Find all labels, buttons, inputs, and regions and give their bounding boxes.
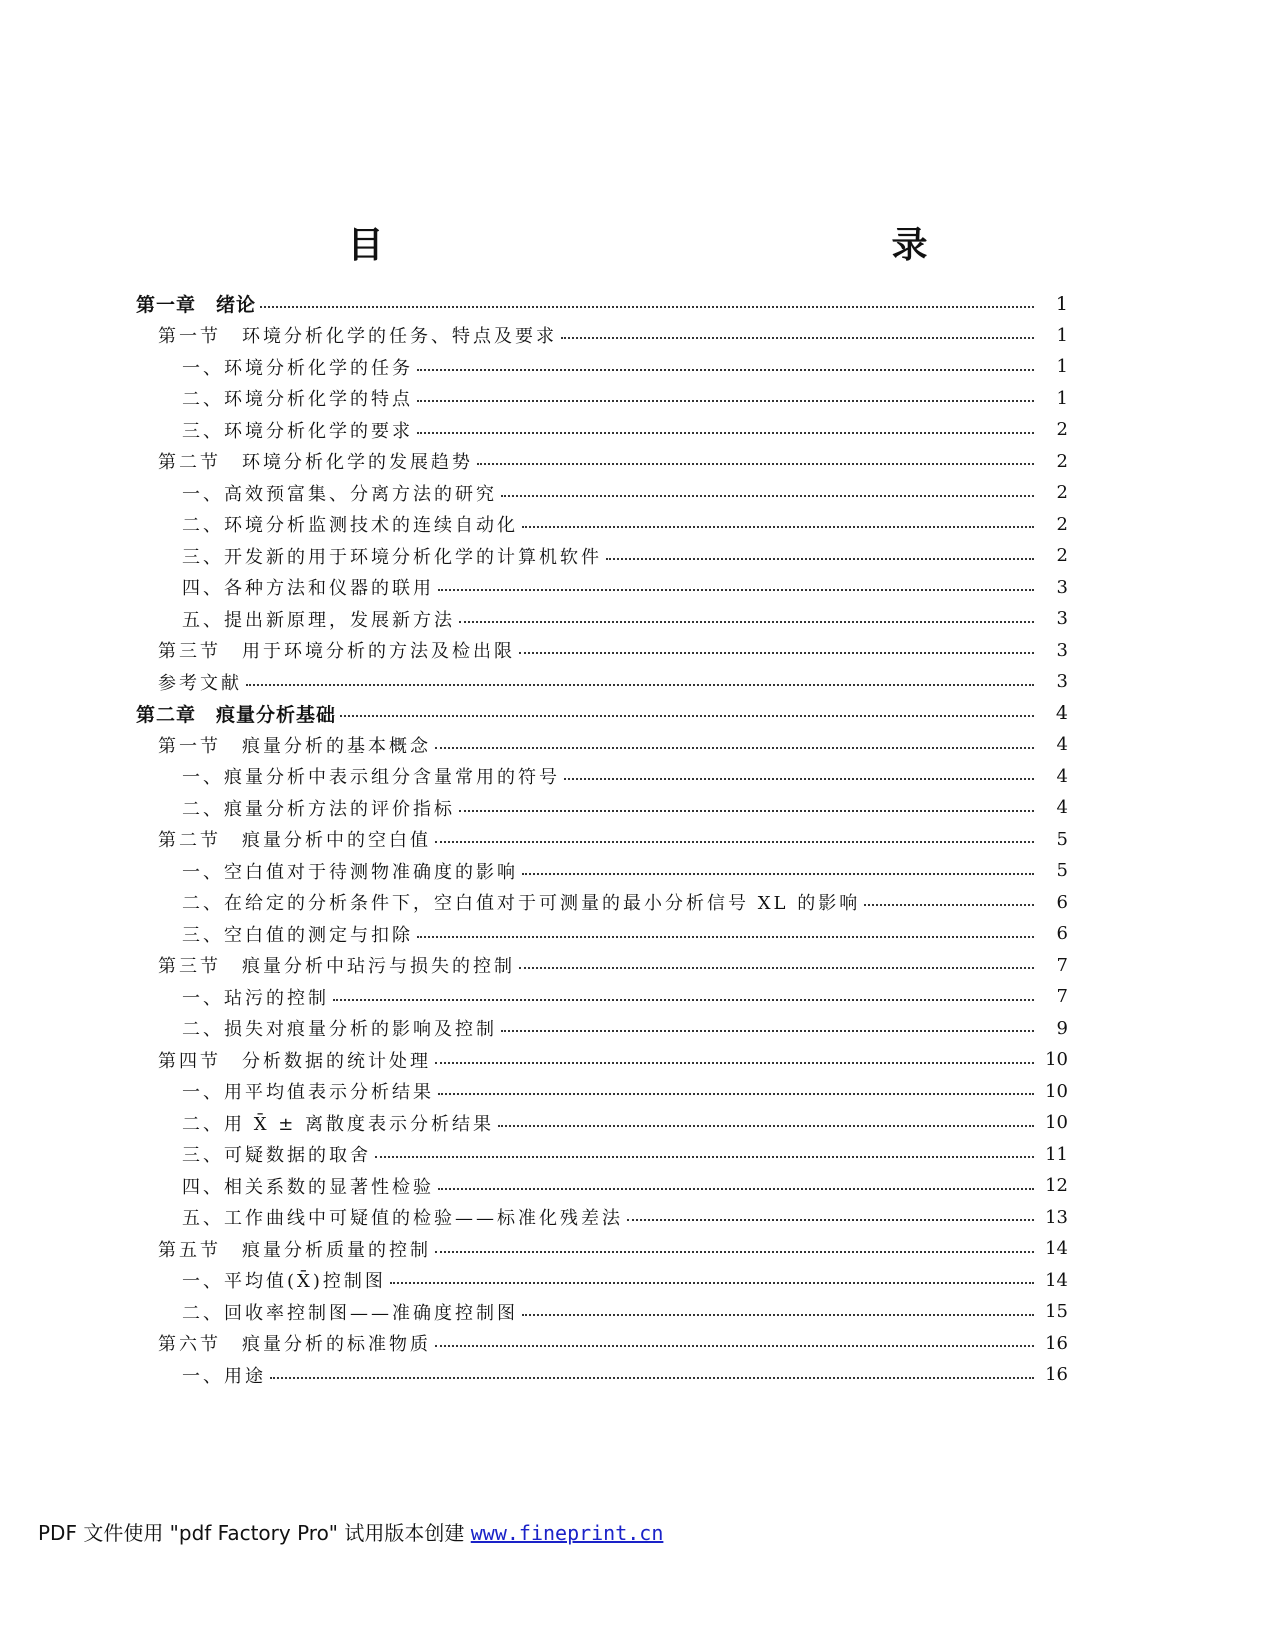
toc-dot-leader [438,1188,1034,1190]
toc-item-row [182,980,1068,1013]
toc-entry-label: 第一节 痕量分析的基本概念 [158,735,431,757]
toc-entry-label: 一、玷污的控制 [182,987,329,1009]
toc-page-number: 16 [1045,1332,1068,1354]
toc-item-row [182,1106,1068,1139]
toc-chapter-row [136,287,1068,320]
toc-dot-leader [417,936,1034,938]
toc-entry-label: 二、回收率控制图——准确度控制图 [182,1302,518,1324]
toc-item-row [182,886,1068,919]
toc-entry-label: 五、提出新原理，发展新方法 [182,609,455,631]
toc-item-row [182,350,1068,383]
toc-page-number: 10 [1045,1049,1068,1070]
toc-item-row [182,571,1068,604]
toc-dot-leader [501,495,1034,497]
toc-entry-label: 三、可疑数据的取舍 [182,1145,371,1166]
toc-entry-label: 第五节 痕量分析质量的控制 [158,1239,431,1261]
toc-dot-leader [435,747,1034,749]
toc-section-row [158,823,1068,856]
toc-entry-label: 二、在给定的分析条件下，空白值对于可测量的最小分析信号 XL 的影响 [182,893,861,914]
toc-entry-label: 三、环境分析化学的要求 [182,420,413,442]
toc-entry-label: 二、痕量分析方法的评价指标 [182,798,455,820]
toc-section-row [158,949,1068,982]
toc-dot-leader [561,337,1034,339]
toc-entry-label: 一、环境分析化学的任务 [182,357,413,379]
footer-text: PDF 文件使用 "pdf Factory Pro" 试用版本创建 [38,1521,471,1545]
toc-page-number: 2 [1056,419,1068,440]
footer-link[interactable]: www.fineprint.cn [470,1521,664,1545]
toc-entry-label: 二、环境分析监测技术的连续自动化 [182,515,518,536]
toc-page-number: 1 [1056,356,1068,377]
toc-page-number: 9 [1056,1017,1068,1039]
toc-dot-leader [417,432,1034,434]
toc-dot-leader [375,1156,1034,1158]
toc-entry-label: 一、用平均值表示分析结果 [182,1082,434,1103]
toc-page-number: 10 [1045,1080,1068,1102]
toc-dot-leader [333,999,1034,1001]
toc-page-number: 5 [1056,828,1068,850]
toc-item-row [182,1358,1068,1391]
toc-dot-leader [438,1093,1034,1095]
toc-page-number: 2 [1056,545,1068,566]
toc-dot-leader [340,715,1034,717]
toc-dot-leader [627,1219,1034,1221]
toc-page-number: 4 [1056,765,1068,787]
toc-item-row [182,476,1068,509]
toc-entry-label: 第二节 环境分析化学的发展趋势 [158,452,473,473]
toc-page-number: 7 [1056,954,1068,976]
toc-dot-leader [435,1345,1034,1347]
toc-entry-label: 一、用途 [182,1365,266,1387]
toc-page-number: 2 [1056,450,1068,472]
toc-entry-label: 一、痕量分析中表示组分含量常用的符号 [182,767,560,788]
toc-entry-label: 一、空白值对于待测物准确度的影响 [182,861,518,883]
toc-dot-leader [435,1062,1034,1064]
toc-entry-label: 一、平均值(X̄)控制图 [182,1271,386,1292]
toc-dot-leader [522,1314,1034,1316]
toc-dot-leader [438,589,1034,591]
toc-dot-leader [435,841,1034,843]
toc-entry-label: 二、用 X̄ ± 离散度表示分析结果 [182,1113,495,1135]
toc-item-row [182,413,1068,446]
toc-entry-label: 五、工作曲线中可疑值的检验——标准化残差法 [182,1208,623,1229]
toc-page-number: 4 [1055,702,1068,724]
toc-entry-label: 第二节 痕量分析中的空白值 [158,830,431,851]
toc-item-row [182,602,1068,635]
toc-page-number: 3 [1056,576,1068,598]
toc-item-row [182,1264,1068,1297]
toc-page-number: 3 [1056,671,1068,692]
toc-page-number: 6 [1056,891,1068,913]
toc-page-number: 10 [1045,1112,1068,1133]
toc-item-row [182,917,1068,950]
pdf-footer [38,1517,663,1546]
toc-item-row [182,382,1068,415]
toc-dot-leader [864,904,1034,906]
toc-entry-label: 一、高效预富集、分离方法的研究 [182,483,497,505]
toc-item-row [182,854,1068,887]
toc-section-row [158,1232,1068,1265]
toc-page-number: 2 [1056,513,1068,535]
toc-section-row [158,319,1068,352]
toc-dot-leader [564,778,1034,780]
toc-page-number: 7 [1056,986,1068,1007]
toc-page-number: 1 [1055,292,1068,315]
toc-section-row [158,1327,1068,1360]
toc-entry-label: 三、开发新的用于环境分析化学的计算机软件 [182,546,602,568]
toc-page-number: 4 [1056,734,1068,755]
toc-page-number: 1 [1056,324,1068,346]
toc-item-row [182,1169,1068,1202]
toc-section-row [158,728,1068,761]
toc-chapter-row [136,697,1068,730]
toc-page-number: 11 [1045,1143,1068,1165]
toc-page-number: 3 [1056,639,1068,661]
toc-item-row [182,1295,1068,1328]
toc-dot-leader [477,463,1034,465]
toc-dot-leader [501,1030,1034,1032]
toc-entry-label: 四、各种方法和仪器的联用 [182,578,434,599]
toc-item-row [182,1138,1068,1171]
toc-item-row [182,1075,1068,1108]
toc-entry-label: 第一节 环境分析化学的任务、特点及要求 [158,326,557,347]
toc-entry-label: 二、损失对痕量分析的影响及控制 [182,1019,497,1040]
toc-section-row [158,634,1068,667]
toc-page-number: 2 [1056,482,1068,503]
toc-entry-label: 三、空白值的测定与扣除 [182,924,413,946]
toc-entry-label: 第三节 痕量分析中玷污与损失的控制 [158,956,515,977]
toc-page-number: 3 [1056,608,1068,629]
toc-dot-leader [270,1377,1034,1379]
toc-dot-leader [522,873,1034,875]
toc-page-number: 14 [1045,1269,1068,1291]
toc-page-number: 16 [1045,1364,1068,1385]
toc-dot-leader [260,306,1034,308]
toc-page-number: 15 [1045,1301,1068,1322]
toc-dot-leader [519,652,1034,654]
toc-dot-leader [435,1251,1034,1253]
toc-section-row [158,1043,1068,1076]
toc-entry-label: 四、相关系数的显著性检验 [182,1176,434,1198]
toc-item-row [182,791,1068,824]
toc-page-number: 4 [1056,797,1068,818]
toc-page-number: 6 [1056,923,1068,944]
toc-section-row [158,665,1068,698]
page-title: 目 录 [347,225,1028,266]
toc-entry-label: 第四节 分析数据的统计处理 [158,1050,431,1072]
toc-entry-label: 参考文献 [158,672,242,694]
toc-dot-leader [459,621,1034,623]
toc-dot-leader [606,558,1034,560]
toc-item-row [182,1201,1068,1234]
toc-page-number: 1 [1056,387,1068,409]
toc-page-number: 14 [1045,1238,1068,1259]
toc-entry-label: 第三节 用于环境分析的方法及检出限 [158,641,515,662]
toc-dot-leader [498,1125,1034,1127]
toc-item-row [182,1012,1068,1045]
toc-page-number: 13 [1045,1206,1068,1228]
toc-dot-leader [246,684,1034,686]
toc-entry-label: 第二章 痕量分析基础 [136,703,337,726]
toc-item-row [182,508,1068,541]
toc-section-row [158,445,1068,478]
toc-entry-label: 第一章 绪论 [136,294,257,316]
toc-entry-label: 第六节 痕量分析的标准物质 [158,1334,431,1355]
toc-dot-leader [417,400,1034,402]
toc-page-number: 5 [1056,860,1068,881]
toc-dot-leader [417,369,1034,371]
toc-item-row [182,539,1068,572]
toc-dot-leader [522,526,1034,528]
toc-page-number: 12 [1045,1175,1068,1196]
toc-dot-leader [390,1282,1034,1284]
toc-item-row [182,760,1068,793]
toc-dot-leader [519,967,1034,969]
toc-dot-leader [459,810,1034,812]
toc-entry-label: 二、环境分析化学的特点 [182,389,413,410]
